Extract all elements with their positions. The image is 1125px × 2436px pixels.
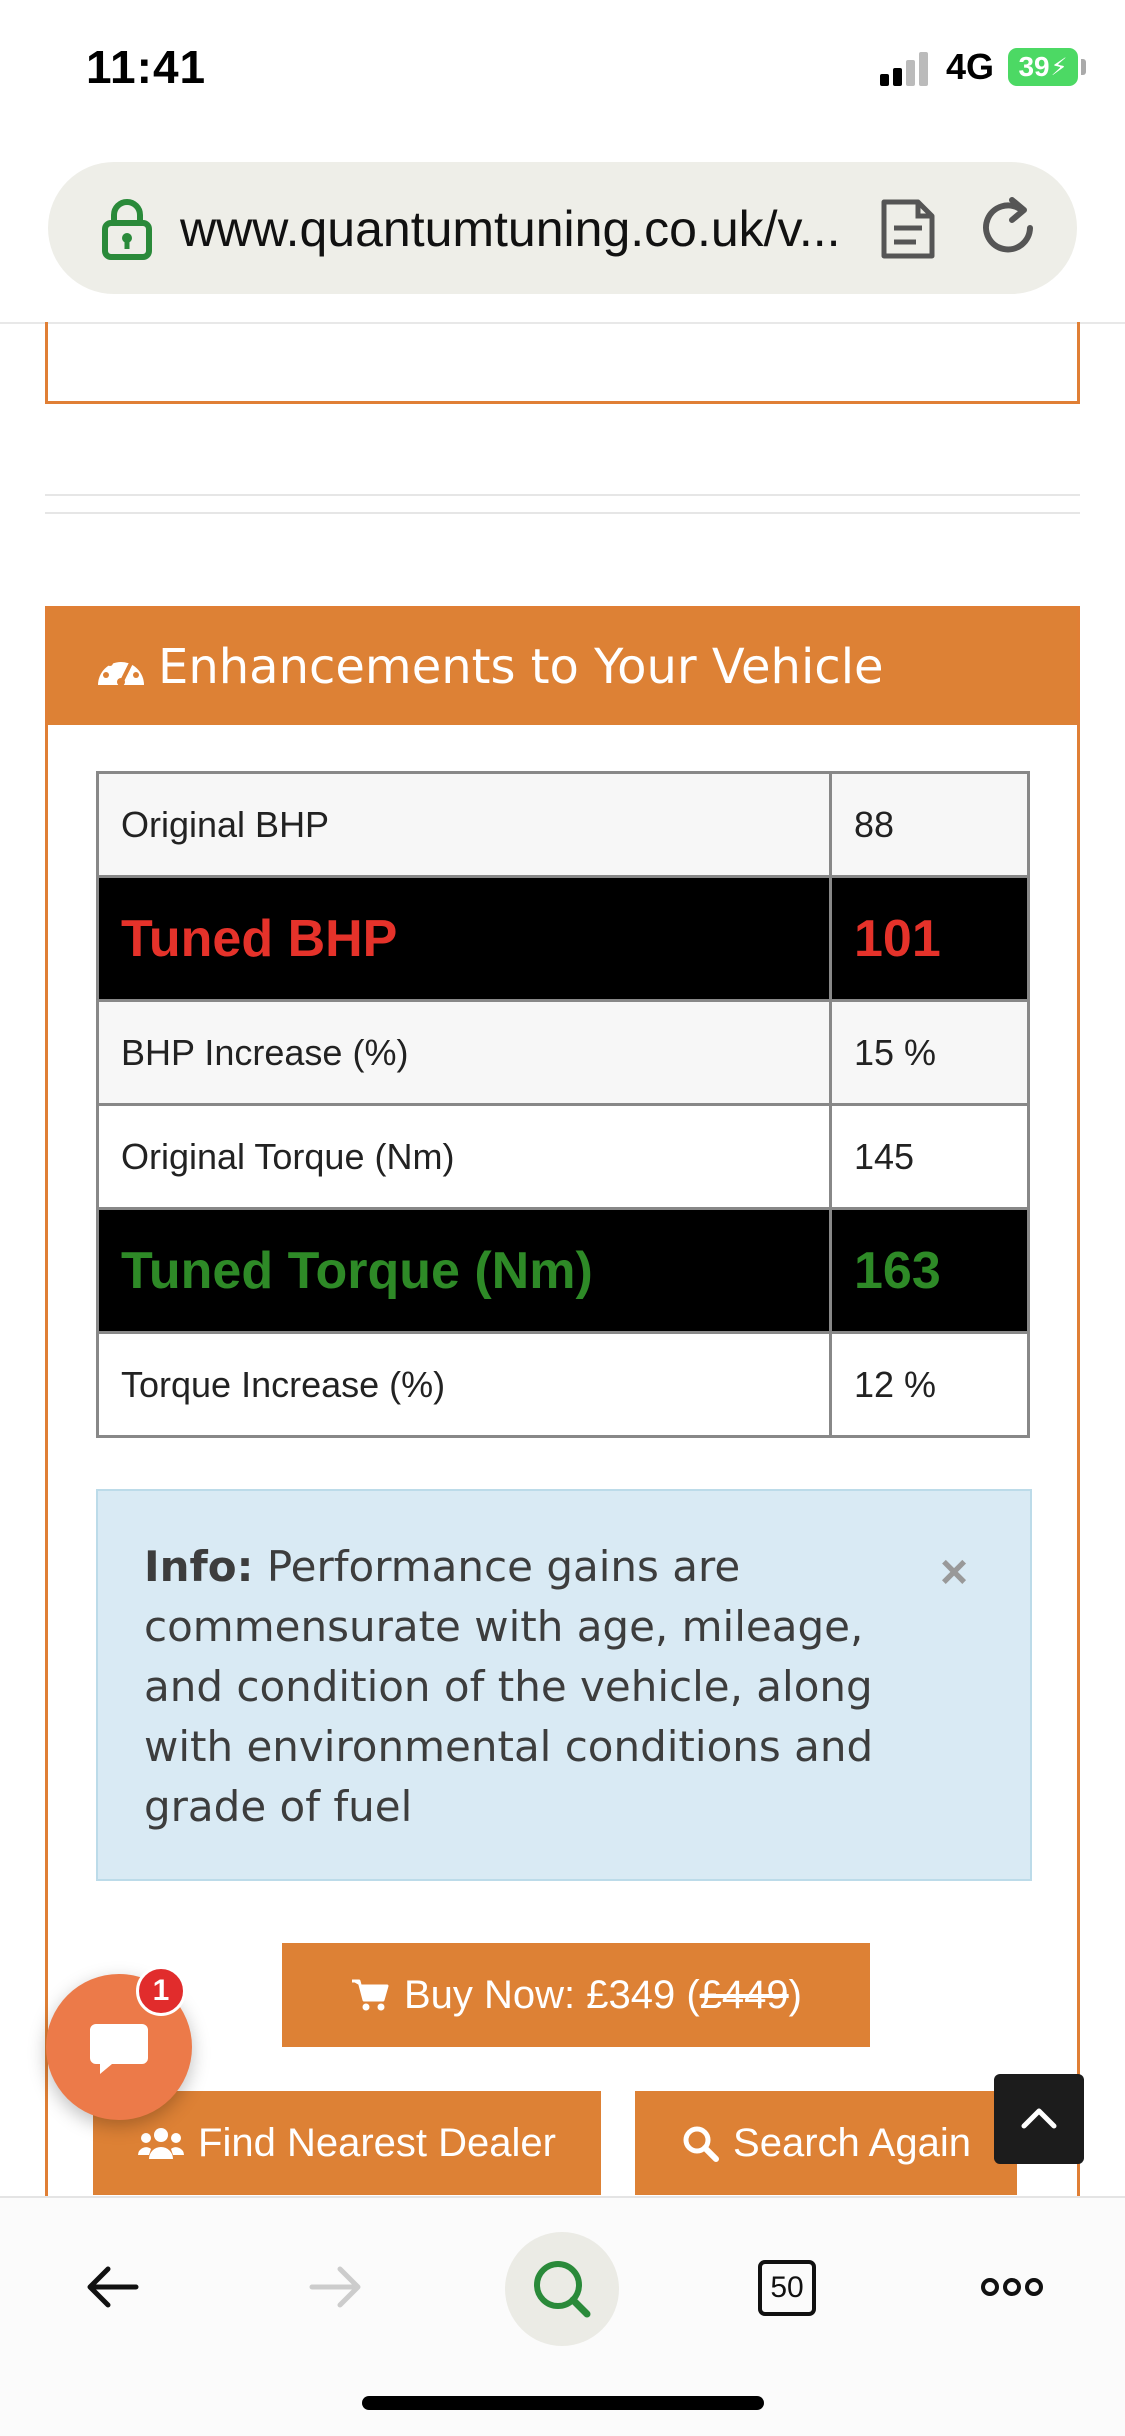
info-text	[144, 1537, 904, 1837]
divider	[45, 512, 1080, 514]
home-indicator	[362, 2396, 764, 2410]
back-icon[interactable]	[84, 2264, 140, 2310]
reload-icon[interactable]	[978, 196, 1042, 260]
row-label: Original Torque (Nm)	[98, 1105, 831, 1209]
row-value: 15 %	[831, 1001, 1029, 1105]
battery-level: 39	[1018, 51, 1050, 82]
table-row	[98, 1209, 1029, 1333]
search-again-button[interactable]	[635, 2091, 1017, 2195]
panel-header	[48, 609, 1077, 725]
row-value: 12 %	[831, 1333, 1029, 1437]
chevron-up-icon	[994, 2074, 1084, 2164]
status-time: 11:41	[86, 41, 207, 93]
buy-label-prefix: Buy Now: £349 (	[403, 1972, 700, 2017]
buy-label-suffix: )	[788, 1972, 802, 2017]
row-value: 145	[831, 1105, 1029, 1209]
tab-count: 50	[770, 2271, 804, 2304]
search-again-label: Search Again	[733, 2120, 971, 2165]
info-label: Info:	[144, 1542, 254, 1591]
row-label: Tuned Torque (Nm)	[98, 1209, 831, 1333]
cart-icon	[350, 1978, 390, 2012]
url-text[interactable]: www.quantumtuning.co.uk/v...	[180, 201, 841, 257]
forward-icon[interactable]	[308, 2264, 364, 2310]
row-value: 88	[831, 773, 1029, 877]
row-label: BHP Increase (%)	[98, 1001, 831, 1105]
close-icon[interactable]: ×	[940, 1546, 969, 1599]
url-bar[interactable]	[48, 162, 1077, 294]
divider	[45, 494, 1080, 496]
enhancements-table	[96, 771, 1030, 1438]
previous-section-box	[45, 322, 1080, 404]
row-value: 101	[831, 877, 1029, 1001]
enhancements-panel	[45, 606, 1080, 2206]
battery-icon: 39 ⚡	[1008, 48, 1078, 86]
row-label: Torque Increase (%)	[98, 1333, 831, 1437]
search-icon	[505, 2232, 619, 2346]
table-row	[98, 1333, 1029, 1437]
info-message: Performance gains are commensurate with age, mileage, and condition of the vehicle, along with environmental conditions and grade of fuel	[144, 1542, 874, 1831]
status-bar	[0, 0, 1125, 140]
reader-icon[interactable]	[878, 198, 938, 260]
buy-old-price: £449	[699, 1972, 789, 2017]
scroll-top-button[interactable]	[994, 2074, 1084, 2164]
panel-title: Enhancements to Your Vehicle	[158, 639, 884, 695]
gauge-icon	[96, 649, 146, 689]
signal-icon	[880, 52, 932, 86]
search-tab-button[interactable]	[505, 2232, 619, 2346]
find-dealer-label: Find Nearest Dealer	[198, 2120, 556, 2165]
row-value: 163	[831, 1209, 1029, 1333]
info-alert	[96, 1489, 1032, 1881]
battery-cap	[1081, 59, 1086, 75]
chat-badge: 1	[136, 1966, 186, 2016]
search-icon	[681, 2124, 719, 2162]
buy-now-button[interactable]	[282, 1943, 870, 2047]
row-label: Original BHP	[98, 773, 831, 877]
tabs-icon[interactable]	[758, 2260, 816, 2316]
users-icon	[138, 2125, 184, 2161]
more-icon[interactable]	[980, 2276, 1044, 2298]
lock-icon	[102, 198, 152, 260]
table-row	[98, 1105, 1029, 1209]
table-row	[98, 773, 1029, 877]
table-row	[98, 877, 1029, 1001]
table-row	[98, 1001, 1029, 1105]
row-label: Tuned BHP	[98, 877, 831, 1001]
network-label: 4G	[946, 46, 995, 87]
